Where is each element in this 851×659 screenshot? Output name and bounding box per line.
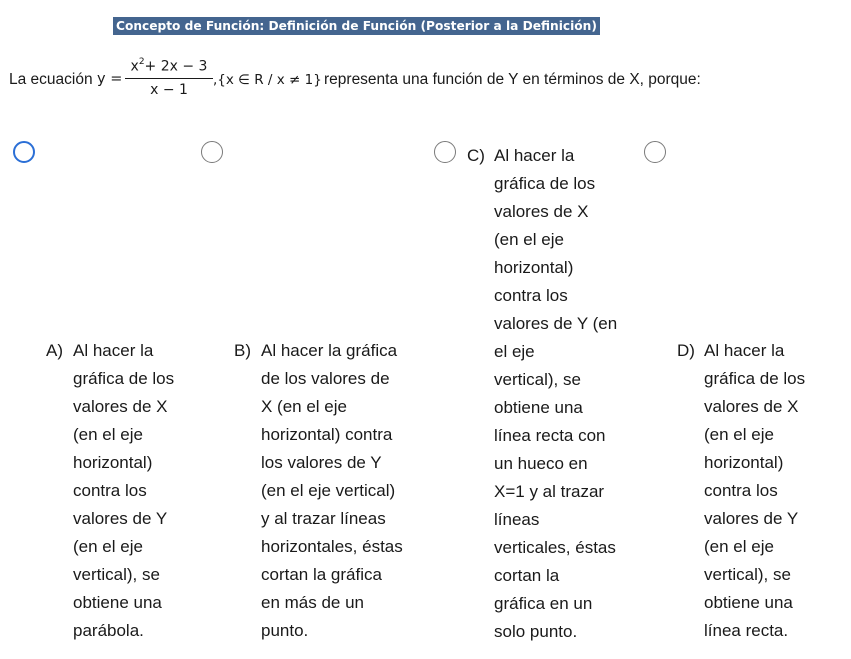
equation-lhs: y = bbox=[97, 71, 123, 87]
fraction-denominator: x − 1 bbox=[150, 82, 188, 98]
option-c-text: Al hacer la gráfica de los valores de X (en el eje horizontal) contra los valores de Y (en el eje vertical), se obtiene una línea recta con un hueco en X=1 y al trazar líneas verticales, éstas cortan la gráfica en un solo punto. bbox=[494, 146, 618, 641]
equation-domain: ,{x ∈ R / x ≠ 1} bbox=[213, 72, 322, 88]
option-c-radio[interactable] bbox=[434, 141, 456, 163]
option-b-radio[interactable] bbox=[201, 141, 223, 163]
option-d-letter: D) bbox=[677, 341, 695, 360]
option-a-text: Al hacer la gráfica de los valores de X (en el eje horizontal) contra los valores de Y (en el eje vertical), se obtiene una parábola. bbox=[73, 341, 175, 640]
equation-fraction bbox=[125, 56, 213, 100]
option-d-text: Al hacer la gráfica de los valores de X (en el eje horizontal) contra los valores de Y (en el eje vertical), se obtiene una línea recta. bbox=[704, 341, 806, 640]
option-a-letter: A) bbox=[46, 341, 63, 360]
page-title: Concepto de Función: Definición de Función (Posterior a la Definición) bbox=[113, 17, 600, 35]
option-b-text: Al hacer la gráfica de los valores de X (en el eje horizontal) contra los valores de Y (en el eje vertical) y al trazar líneas horizontales, éstas cortan la gráfica en más de un punto. bbox=[261, 341, 403, 640]
option-a-radio[interactable] bbox=[13, 141, 35, 163]
question-lead: La ecuación bbox=[9, 71, 93, 88]
fraction-numerator: $x^2+ 2x - 3$ bbox=[125, 58, 213, 79]
option-b-letter: B) bbox=[234, 341, 251, 360]
question-tail: representa una función de Y en términos de X, porque: bbox=[324, 71, 701, 88]
option-c-letter: C) bbox=[467, 146, 485, 165]
